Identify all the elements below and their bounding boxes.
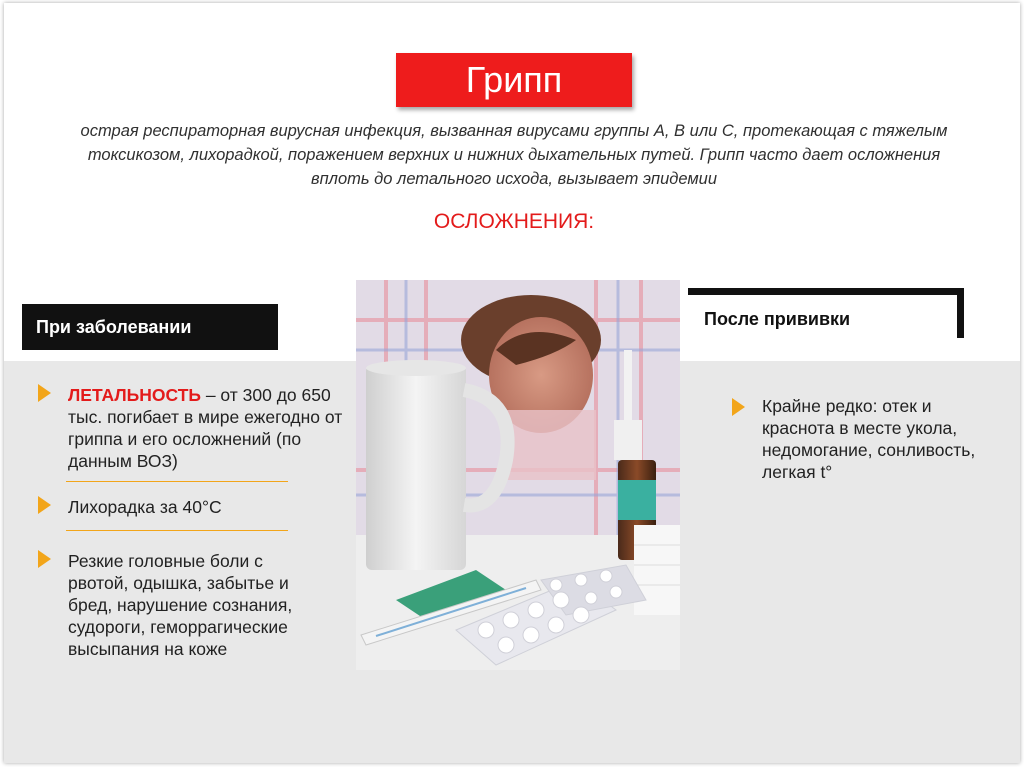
mortality-line-2: тыс. погибает в мире ежегодно от — [68, 407, 343, 427]
symptoms-line-4: судороги, геморрагические — [68, 617, 288, 637]
right-column-header: После прививки — [704, 309, 851, 329]
side-effects-line-1: Крайне редко: отек и — [762, 396, 932, 416]
mortality-line-4: данным ВОЗ) — [68, 451, 178, 471]
photo-illustration — [356, 280, 680, 670]
left-item-mortality — [68, 384, 348, 472]
side-effects-line-4: легкая t° — [762, 462, 833, 482]
mortality-keyword: ЛЕТАЛЬНОСТЬ — [68, 385, 201, 405]
definition-text — [44, 119, 984, 191]
mortality-line-3: гриппа и его осложнений (по — [68, 429, 302, 449]
definition-line-3: вплоть до летального исхода, вызывает эпидемии — [310, 170, 718, 188]
mortality-line-1: – от 300 до 650 — [200, 385, 331, 405]
side-effects-line-3: недомогание, сонливость, — [762, 440, 976, 460]
definition-line-2: токсикозом, лихорадкой, поражением верхних и нижних дыхательных путей. Грипп часто дает осложнения — [87, 146, 941, 164]
left-column-header: При заболевании — [22, 304, 278, 350]
symptoms-line-5: высыпания на коже — [68, 639, 228, 659]
side-effects-line-2: краснота в месте укола, — [762, 418, 958, 438]
definition-line-1: острая респираторная вирусная инфекция, вызванная вирусами группы А, В или С, протекающая с тяжелым — [80, 122, 948, 140]
fever-line-1: Лихорадка за 40°С — [68, 497, 222, 517]
left-item-fever — [68, 496, 348, 518]
sick-person-photo — [356, 280, 680, 670]
symptoms-line-2: рвотой, одышка, забытье и — [68, 573, 289, 593]
left-item-symptoms — [68, 550, 348, 660]
bullet-arrow-icon — [38, 384, 51, 402]
complications-heading: ОСЛОЖНЕНИЯ: — [433, 210, 595, 233]
slide-title: Грипп — [396, 53, 632, 107]
bullet-arrow-icon — [38, 496, 51, 514]
item-divider — [66, 530, 288, 531]
symptoms-line-1: Резкие головные боли с — [68, 551, 263, 571]
symptoms-line-3: бред, нарушение сознания, — [68, 595, 293, 615]
right-item-side-effects — [762, 395, 1012, 483]
item-divider — [66, 481, 288, 482]
bullet-arrow-icon — [732, 398, 745, 416]
slide — [4, 3, 1020, 763]
bullet-arrow-icon — [38, 550, 51, 568]
